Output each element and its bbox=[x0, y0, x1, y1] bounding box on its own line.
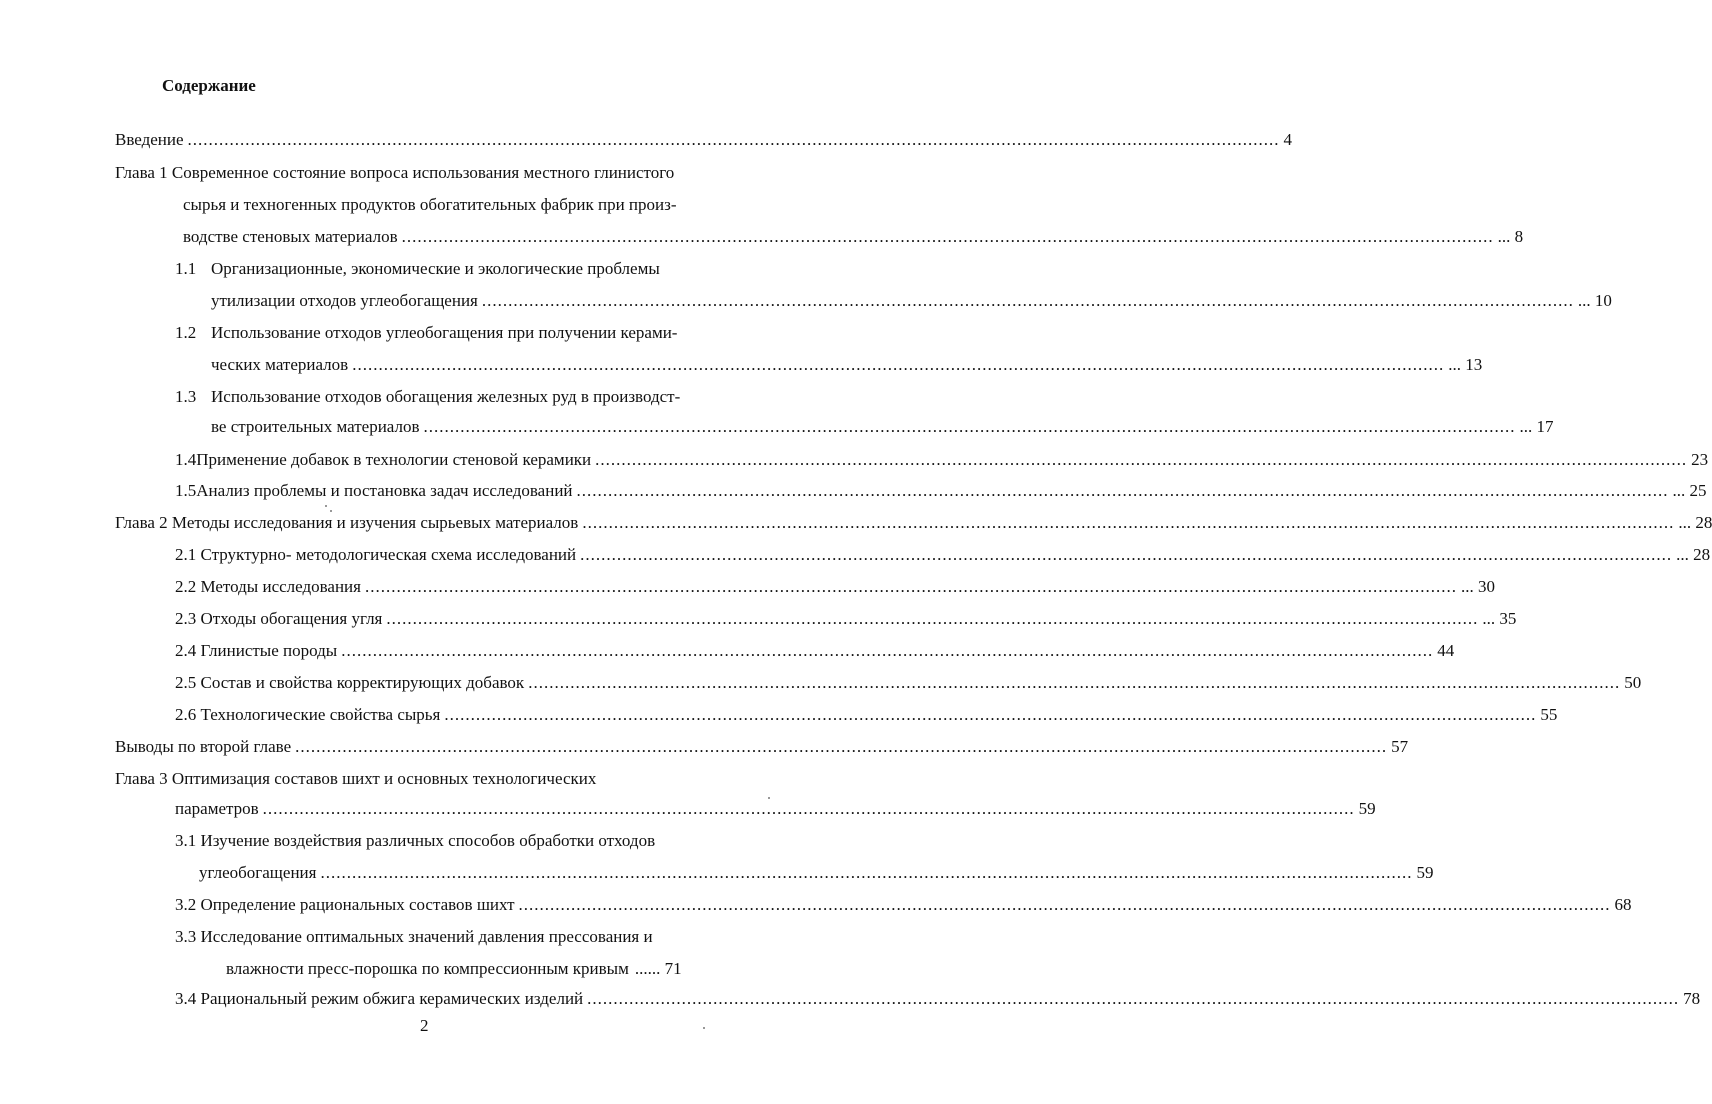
toc-entry-label: утилизации отходов углеобогащения bbox=[211, 291, 478, 310]
section-number: 1.3 bbox=[175, 387, 197, 406]
toc-page-number: 44 bbox=[1437, 641, 1455, 660]
toc-entry-intro[interactable] bbox=[115, 128, 1293, 152]
dot-leader: ................................................................................................................................................................................................................ bbox=[320, 863, 1413, 882]
toc-entry-label: 2.3 Отходы обогащения угля bbox=[175, 609, 383, 628]
toc-entry-label: Введение bbox=[115, 130, 184, 149]
scan-speck bbox=[768, 797, 770, 799]
toc-entry-label: 2.2 Методы исследования bbox=[175, 577, 361, 596]
toc-entry-2-2[interactable] bbox=[175, 575, 1495, 599]
toc-entry-3-3[interactable] bbox=[226, 957, 726, 981]
dot-leader: ................................................................................................................................................................................................................ bbox=[576, 481, 1669, 500]
toc-page-number: 78 bbox=[1683, 989, 1701, 1008]
toc-entry-2-6[interactable] bbox=[175, 703, 1558, 727]
toc-entry-conclusions-2[interactable] bbox=[115, 735, 1409, 759]
toc-page-number: 57 bbox=[1391, 737, 1409, 756]
dot-leader: ................................................................................................................................................................................................................ bbox=[528, 673, 1621, 692]
toc-entry-1-3[interactable] bbox=[211, 415, 1554, 439]
toc-entry-label: Использование отходов углеобогащения при получении керами- bbox=[211, 323, 678, 342]
toc-entry-label: углеобогащения bbox=[199, 863, 317, 882]
toc-entry-label: Использование отходов обогащения железных руд в производст- bbox=[211, 387, 681, 406]
scan-speck bbox=[330, 510, 332, 512]
toc-entry-1-2[interactable] bbox=[211, 353, 1483, 377]
toc-page-number: 50 bbox=[1624, 673, 1642, 692]
dot-leader: ................................................................................................................................................................................................................ bbox=[481, 291, 1574, 310]
toc-entry-1-5[interactable] bbox=[175, 479, 1707, 503]
toc-entry-chapter-1[interactable] bbox=[183, 225, 1524, 249]
toc-page-number: ... 17 bbox=[1519, 417, 1554, 436]
dot-leader: ................................................................................................................................................................................................................ bbox=[401, 227, 1494, 246]
dot-leader: ................................................................................................................................................................................................................ bbox=[262, 799, 1355, 818]
toc-entry-label: параметров bbox=[175, 799, 259, 818]
dot-leader: ................................................................................................................................................................................................................ bbox=[187, 130, 1280, 149]
toc-entry-label: Применение добавок в технологии стеновой керамики bbox=[196, 450, 592, 469]
toc-page-number: ... 30 bbox=[1460, 577, 1495, 596]
toc-entry-1-2-line-1[interactable] bbox=[175, 321, 677, 345]
toc-entry-2-3[interactable] bbox=[175, 607, 1517, 631]
toc-entry-label: ве строительных материалов bbox=[211, 417, 420, 436]
toc-page-number: ... 28 bbox=[1676, 545, 1711, 564]
page-title: Содержание bbox=[162, 76, 256, 95]
toc-page-number: 4 bbox=[1283, 130, 1293, 149]
dot-leader: ................................................................................................................................................................................................................ bbox=[386, 609, 1479, 628]
toc-entry-3-1-line-1[interactable]: 3.1 Изучение воздействия различных способов обработки отходов bbox=[175, 831, 656, 850]
toc-entry-1-4[interactable] bbox=[175, 448, 1709, 472]
scan-speck bbox=[703, 1027, 705, 1029]
toc-page-number: ... 35 bbox=[1482, 609, 1517, 628]
dot-leader: ................................................................................................................................................................................................................ bbox=[587, 989, 1680, 1008]
toc-page-number: 55 bbox=[1540, 705, 1558, 724]
toc-entry-label: ческих материалов bbox=[211, 355, 349, 374]
toc-entry-3-1[interactable] bbox=[199, 861, 1434, 885]
dot-leader: ................................................................................................................................................................................................................ bbox=[341, 641, 1434, 660]
toc-entry-label: 2.5 Состав и свойства корректирующих добавок bbox=[175, 673, 525, 692]
dot-leader: ................................................................................................................................................................................................................ bbox=[582, 513, 1675, 532]
dot-leader: ................................................................................................................................................................................................................ bbox=[295, 737, 1388, 756]
dot-leader: ................................................................................................................................................................................................................ bbox=[595, 450, 1688, 469]
toc-entry-label: Выводы по второй главе bbox=[115, 737, 292, 756]
toc-page-number: ... 25 bbox=[1672, 481, 1707, 500]
dot-leader: ................................................................................................................................................................................................................ bbox=[423, 417, 1516, 436]
toc-entry-label: 2.6 Технологические свойства сырья bbox=[175, 705, 441, 724]
toc-page-number: 23 bbox=[1691, 450, 1709, 469]
section-number: 1.5 bbox=[175, 481, 197, 500]
toc-entry-label: влажности пресс-порошка по компрессионным кривым bbox=[226, 959, 629, 978]
section-number: 1.1 bbox=[175, 259, 197, 278]
dot-leader: ................................................................................................................................................................................................................ bbox=[352, 355, 1445, 374]
toc-entry-3-3-line-1[interactable]: 3.3 Исследование оптимальных значений давления прессования и bbox=[175, 927, 653, 946]
page-number: 2 bbox=[420, 1016, 429, 1035]
toc-page-number: ... 13 bbox=[1448, 355, 1483, 374]
toc-entry-label: водстве стеновых материалов bbox=[183, 227, 398, 246]
toc-entry-1-3-line-1[interactable] bbox=[175, 385, 680, 409]
toc-entry-label: 3.4 Рациональный режим обжига керамических изделий bbox=[175, 989, 584, 1008]
toc-entry-2-5[interactable] bbox=[175, 671, 1642, 695]
toc-entry-label: 2.4 Глинистые породы bbox=[175, 641, 338, 660]
section-number: 1.4 bbox=[175, 450, 197, 469]
toc-page-number: ... 28 bbox=[1678, 513, 1712, 532]
dot-leader: ................................................................................................................................................................................................................ bbox=[444, 705, 1537, 724]
toc-chapter-1-line-1[interactable]: Глава 1 Современное состояние вопроса использования местного глинистого bbox=[115, 163, 675, 182]
toc-page-number: ...... 71 bbox=[634, 959, 682, 978]
toc-entry-label: Глава 2 Методы исследования и изучения сырьевых материалов bbox=[115, 513, 579, 532]
toc-page-number: ... 8 bbox=[1497, 227, 1524, 246]
toc-entry-2-4[interactable] bbox=[175, 639, 1455, 663]
toc-entry-label: 2.1 Структурно- методологическая схема исследований bbox=[175, 545, 577, 564]
toc-entry-label: Организационные, экономические и экологические проблемы bbox=[211, 259, 660, 278]
toc-entry-1-1[interactable] bbox=[211, 289, 1612, 313]
toc-page-number: 59 bbox=[1416, 863, 1434, 882]
toc-entry-label: 3.2 Определение рациональных составов шихт bbox=[175, 895, 515, 914]
toc-page-number: 68 bbox=[1614, 895, 1632, 914]
scan-speck bbox=[325, 505, 327, 507]
dot-leader: ................................................................................................................................................................................................................ bbox=[364, 577, 1457, 596]
toc-entry-2-1[interactable] bbox=[175, 543, 1711, 567]
toc-entry-3-2[interactable] bbox=[175, 893, 1632, 917]
toc-entry-label: Анализ проблемы и постановка задач исследований bbox=[196, 481, 573, 500]
section-number: 1.2 bbox=[175, 323, 197, 342]
toc-entry-3-4[interactable] bbox=[175, 987, 1701, 1011]
toc-entry-1-1-line-1[interactable] bbox=[175, 257, 660, 281]
toc-page-number: 59 bbox=[1358, 799, 1376, 818]
toc-chapter-1-line-2[interactable]: сырья и техногенных продуктов обогатительных фабрик при произ- bbox=[183, 195, 677, 214]
toc-chapter-3-line-1[interactable]: Глава 3 Оптимизация составов шихт и основных технологических bbox=[115, 769, 597, 788]
dot-leader: ................................................................................................................................................................................................................ bbox=[518, 895, 1611, 914]
dot-leader: ................................................................................................................................................................................................................ bbox=[580, 545, 1673, 564]
toc-page-number: ... 10 bbox=[1577, 291, 1612, 310]
toc-entry-chapter-2[interactable] bbox=[115, 511, 1712, 535]
toc-entry-chapter-3[interactable] bbox=[175, 797, 1376, 821]
